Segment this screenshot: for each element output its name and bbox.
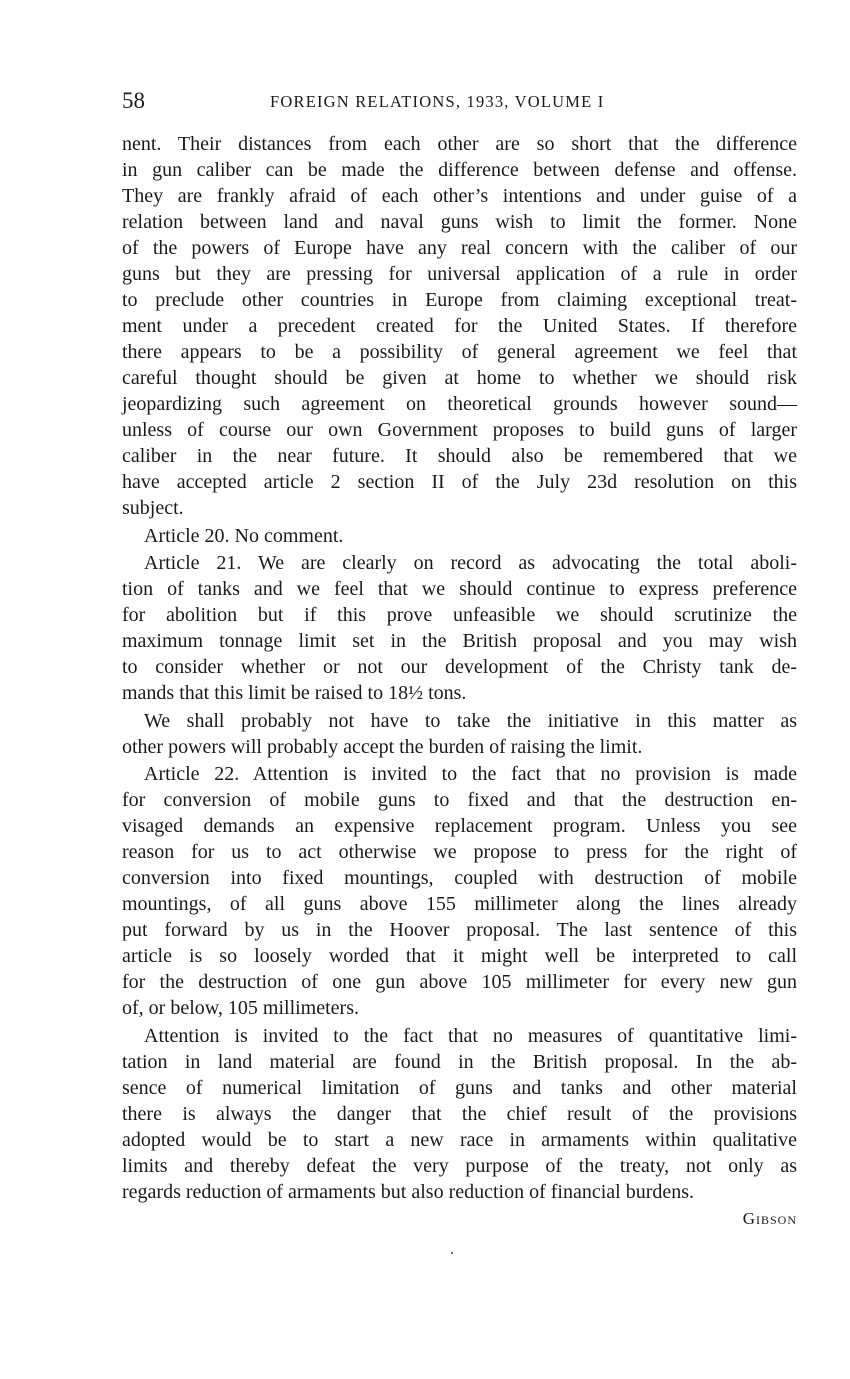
text-line: jeopardizing such agreement on theoretical grounds however sound— xyxy=(122,393,797,415)
text-line: Attention is invited to the fact that no measures of quantitative limi- xyxy=(144,1024,797,1047)
text-line: for the destruction of one gun above 105 millimeter for every new gun xyxy=(122,971,797,993)
text-line: ment under a precedent created for the United States. If therefore xyxy=(122,315,797,337)
paragraph xyxy=(122,708,797,760)
text-line: limits and thereby defeat the very purpose of the treaty, not only as xyxy=(122,1154,797,1177)
text-line: relation between land and naval guns wish to limit the former. None xyxy=(122,211,797,233)
text-line: for conversion of mobile guns to fixed and that the destruction en- xyxy=(122,789,797,811)
text-line: in gun caliber can be made the difference between defense and offense. xyxy=(122,159,797,181)
paragraph xyxy=(122,550,797,706)
text-line: caliber in the near future. It should also be remembered that we xyxy=(122,445,797,467)
text-line: article is so loosely worded that it might well be interpreted to call xyxy=(122,945,797,967)
paragraph xyxy=(122,1023,797,1205)
text-line: to consider whether or not our development of the Christy tank de- xyxy=(122,656,797,678)
text-line: guns but they are pressing for universal application of a rule in order xyxy=(122,263,797,285)
text-line: there appears to be a possibility of general agreement we feel that xyxy=(122,341,797,363)
text-line: They are frankly afraid of each other’s intentions and under guise of a xyxy=(122,185,797,207)
text-line: mountings, of all guns above 155 millimeter along the lines already xyxy=(122,893,797,915)
text-line: regards reduction of armaments but also reduction of financial burdens. xyxy=(122,1180,695,1203)
text-line: careful thought should be given at home to whether we should risk xyxy=(122,367,797,389)
text-line: sence of numerical limitation of guns and tanks and other material xyxy=(122,1076,797,1099)
text-line: put forward by us in the Hoover proposal. The last sentence of this xyxy=(122,919,797,941)
paragraph xyxy=(122,131,797,521)
page-header xyxy=(122,88,797,118)
text-line: of the powers of Europe have any real concern with the caliber of our xyxy=(122,237,797,259)
text-line: of, or below, 105 millimeters. xyxy=(122,997,359,1019)
text-line: adopted would be to start a new race in armaments within qualitative xyxy=(122,1128,797,1151)
paragraph xyxy=(122,761,797,1021)
text-line: other powers will probably accept the burden of raising the limit. xyxy=(122,735,643,758)
text-line: Article 22. Attention is invited to the fact that no provision is made xyxy=(144,763,797,785)
running-title: FOREIGN RELATIONS, 1933, VOLUME I xyxy=(270,92,605,111)
text-line: unless of course our own Government proposes to build guns of larger xyxy=(122,419,797,441)
text-line: to preclude other countries in Europe from claiming exceptional treat- xyxy=(122,289,797,311)
stray-dot xyxy=(451,1252,453,1254)
page-number: 58 xyxy=(122,88,145,113)
paragraph xyxy=(122,523,797,549)
document-body xyxy=(122,131,797,1232)
text-line: for abolition but if this prove unfeasible we should scrutinize the xyxy=(122,604,797,626)
text-line: We shall probably not have to take the initiative in this matter as xyxy=(144,709,797,732)
text-line: nent. Their distances from each other are so short that the difference xyxy=(122,133,797,155)
text-line: conversion into fixed mountings, coupled with destruction of mobile xyxy=(122,867,797,889)
text-line: Article 21. We are clearly on record as advocating the total aboli- xyxy=(144,552,797,574)
text-line: reason for us to act otherwise we propose to press for the right of xyxy=(122,841,797,863)
text-line: tation in land material are found in the British proposal. In the ab- xyxy=(122,1050,797,1073)
text-line: have accepted article 2 section II of the July 23d resolution on this xyxy=(122,471,797,493)
text-line: Article 20. No comment. xyxy=(144,524,344,547)
text-line: tion of tanks and we feel that we should continue to express preference xyxy=(122,578,797,600)
signature: Gibson xyxy=(742,1209,797,1228)
text-line: maximum tonnage limit set in the British proposal and you may wish xyxy=(122,630,797,652)
text-line: mands that this limit be raised to 18½ tons. xyxy=(122,682,467,704)
text-line: there is always the danger that the chief result of the provisions xyxy=(122,1102,797,1125)
text-line: visaged demands an expensive replacement program. Unless you see xyxy=(122,815,797,837)
text-line: subject. xyxy=(122,497,184,519)
